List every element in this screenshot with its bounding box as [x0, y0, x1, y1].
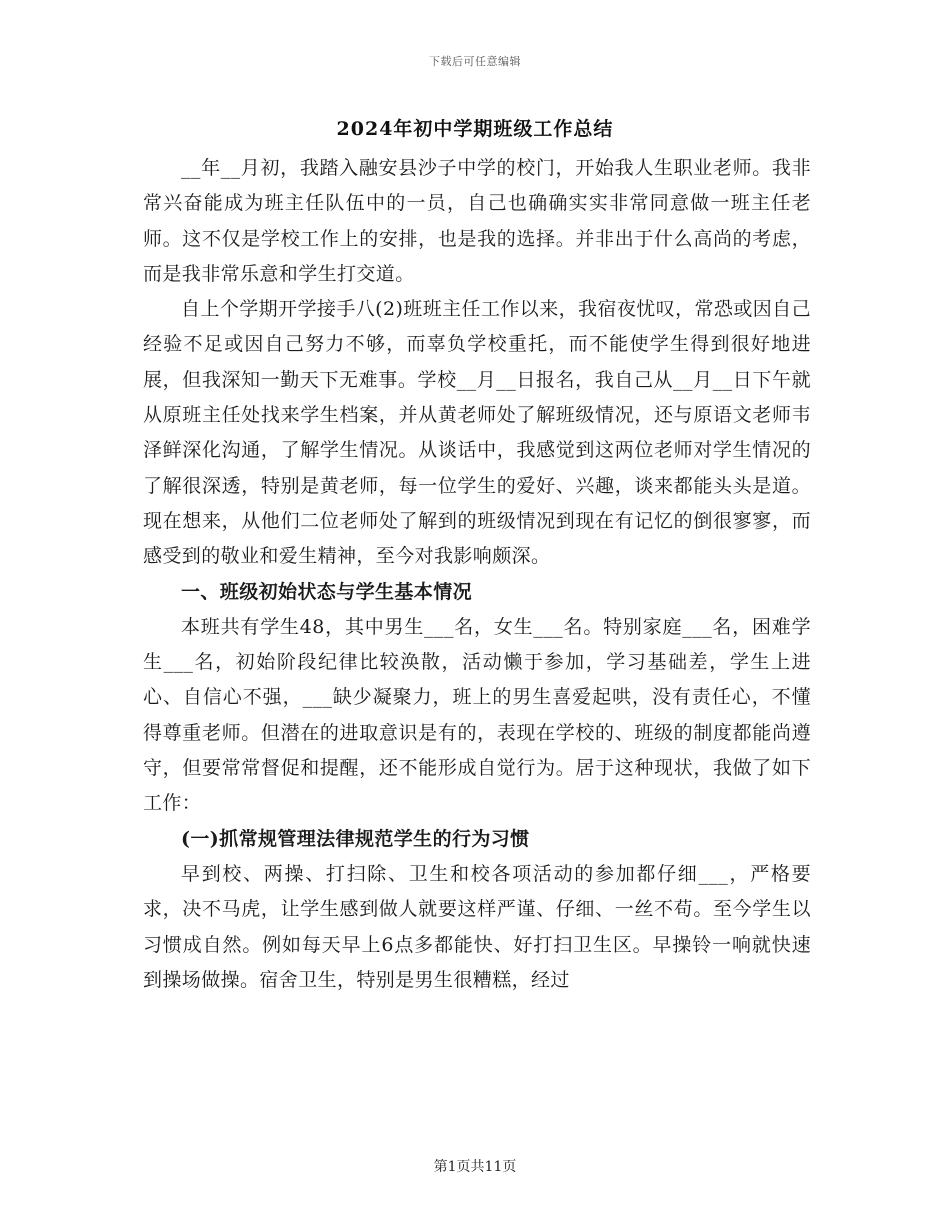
section-heading: 一、班级初始状态与学生基本情况: [181, 580, 473, 603]
document-title: 2024年初中学期班级工作总结: [336, 118, 614, 140]
subsection-heading: (一)抓常规管理法律规范学生的行为习惯: [181, 827, 530, 850]
paragraph: __年__月初，我踏入融安县沙子中学的校门，开始我人生职业老师。我非常兴奋能成为班主任队伍中的一员，自己也确确实实非常同意做一班主任老师。这不仅是学校工作上的安排，也是我的选择。并非出于什么高尚的考虑，而是我非常乐意和学生打交道。: [143, 157, 811, 285]
document-body: [143, 151, 811, 998]
paragraph: 本班共有学生48，其中男生___名，女生___名。特别家庭___名，困难学生___名，初始阶段纪律比较涣散，活动懒于参加，学习基础差，学生上进心、自信心不强，___缺少凝聚力，班上的男生喜爱起哄，没有责任心，不懂得尊重老师。但潜在的进取意识是有的，表现在学校的、班级的制度都能尚遵守，但要常常督促和提醒，还不能形成自觉行为。居于这种现状，我做了如下工作：: [143, 615, 811, 815]
paragraph: 早到校、两操、打扫除、卫生和校各项活动的参加都仔细___，严格要求，决不马虎，让学生感到做人就要这样严谨、仔细、一丝不苟。至今学生以习惯成自然。例如每天早上6点多都能快、好打扫卫生区。早操铃一响就快速到操场做操。宿舍卫生，特别是男生很糟糕，经过: [143, 862, 811, 991]
paragraph: 自上个学期开学接手八(2)班班主任工作以来，我宿夜忧叹，常恐或因自己经验不足或因自己努力不够，而辜负学校重托，而不能使学生得到很好地进展，但我深知一勤天下无难事。学校__月__日报名，我自己从__月__日下午就从原班主任处找来学生档案，并从黄老师处了解班级情况，还与原语文老师韦泽鲜深化沟通，了解学生情况。从谈话中，我感觉到这两位老师对学生情况的了解很深透，特别是黄老师，每一位学生的爱好、兴趣，谈来都能头头是道。现在想来，从他们二位老师处了解到的班级情况到现在有记忆的倒很寥寥，而感受到的敬业和爱生精神，至今对我影响颇深。: [143, 298, 811, 568]
header-note: 下载后可任意编辑: [429, 55, 521, 68]
page-footer: 第1页共11页: [433, 1159, 517, 1175]
